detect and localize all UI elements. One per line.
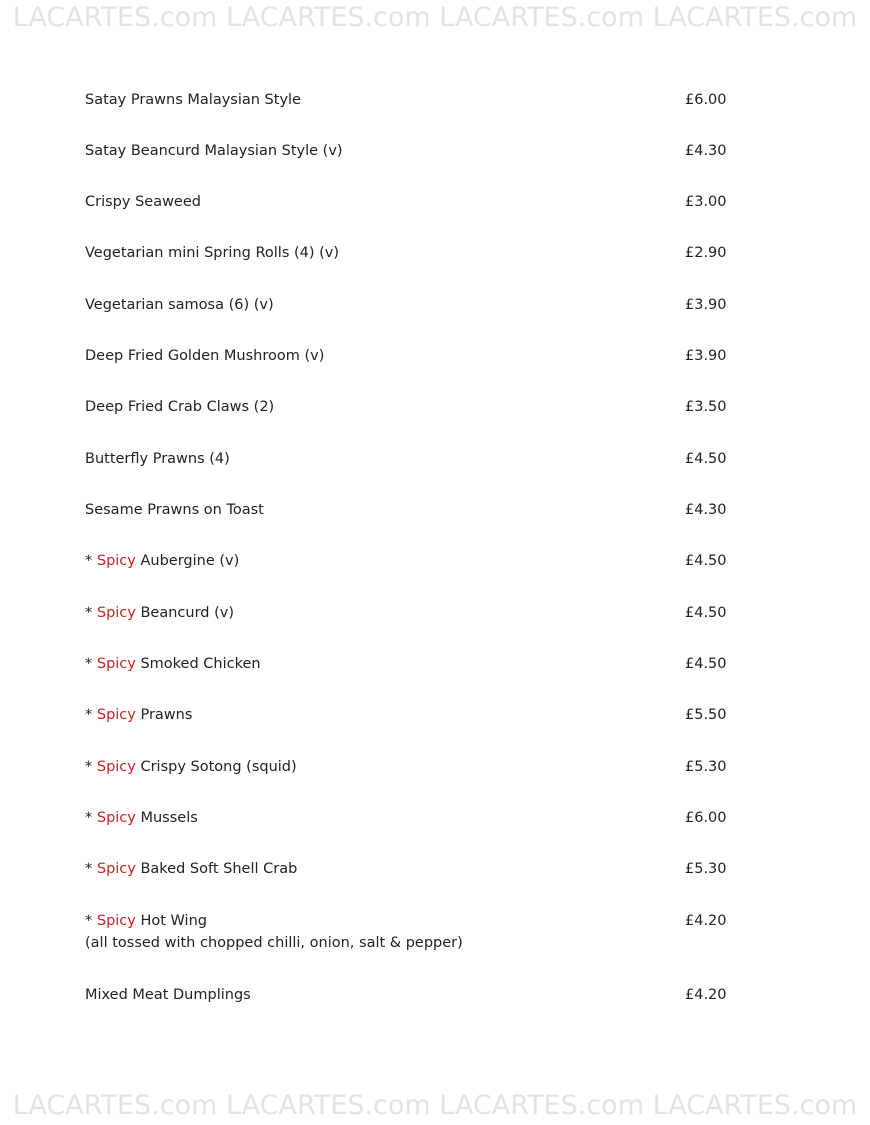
item-name-text: Mussels <box>135 810 198 826</box>
item-note: (all tossed with chopped chilli, onion, salt & pepper) <box>85 935 463 951</box>
item-name: Sesame Prawns on Toast <box>85 502 264 518</box>
item-prefix: * <box>85 913 97 929</box>
item-prefix: * <box>85 656 97 672</box>
item-price: £4.50 <box>685 605 727 621</box>
item-prefix: * <box>85 605 97 621</box>
item-price: £4.20 <box>685 913 727 929</box>
item-name: Satay Beancurd Malaysian Style (v) <box>85 143 343 159</box>
item-price: £4.30 <box>685 502 727 518</box>
item-prefix: * <box>85 861 97 877</box>
item-name: Deep Fried Crab Claws (2) <box>85 399 275 415</box>
item-name <box>85 807 198 829</box>
item-name: Butterfly Prawns (4) <box>85 451 230 467</box>
item-name-text: Hot Wing <box>135 913 207 929</box>
item-name <box>85 910 207 932</box>
item-name-text: Aubergine (v) <box>135 553 240 569</box>
item-price: £4.20 <box>685 987 727 1003</box>
item-price: £4.50 <box>685 656 727 672</box>
item-name-text: Prawns <box>135 707 193 723</box>
item-price: £3.00 <box>685 194 727 210</box>
item-name <box>85 704 192 726</box>
spicy-label: Spicy <box>96 810 136 826</box>
item-price: £5.30 <box>685 759 727 775</box>
item-name-text: Smoked Chicken <box>135 656 261 672</box>
watermark-bottom: LACARTES.com LACARTES.com LACARTES.com LACARTES.com <box>12 1090 858 1121</box>
spicy-label: Spicy <box>96 656 136 672</box>
item-price: £2.90 <box>685 245 727 261</box>
item-prefix: * <box>85 707 97 723</box>
item-name: Satay Prawns Malaysian Style <box>85 92 301 108</box>
item-price: £3.90 <box>685 348 727 364</box>
item-name: Vegetarian samosa (6) (v) <box>85 297 274 313</box>
item-name <box>85 653 261 675</box>
item-name <box>85 550 239 572</box>
item-name: Vegetarian mini Spring Rolls (4) (v) <box>85 245 340 261</box>
item-price: £3.50 <box>685 399 727 415</box>
spicy-label: Spicy <box>96 605 136 621</box>
watermark-top: LACARTES.com LACARTES.com LACARTES.com LACARTES.com <box>12 2 858 33</box>
item-name <box>85 756 297 778</box>
item-prefix: * <box>85 553 97 569</box>
item-name <box>85 858 297 880</box>
item-price: £4.50 <box>685 553 727 569</box>
item-name-text: Crispy Sotong (squid) <box>135 759 297 775</box>
spicy-label: Spicy <box>96 707 136 723</box>
item-price: £6.00 <box>685 92 727 108</box>
spicy-label: Spicy <box>96 913 136 929</box>
item-price: £5.30 <box>685 861 727 877</box>
item-prefix: * <box>85 810 97 826</box>
item-name <box>85 602 234 624</box>
item-name-text: Beancurd (v) <box>135 605 234 621</box>
item-price: £6.00 <box>685 810 727 826</box>
item-price: £5.50 <box>685 707 727 723</box>
spicy-label: Spicy <box>96 553 136 569</box>
item-price: £4.50 <box>685 451 727 467</box>
spicy-label: Spicy <box>96 861 136 877</box>
item-prefix: * <box>85 759 97 775</box>
item-price: £4.30 <box>685 143 727 159</box>
spicy-label: Spicy <box>96 759 136 775</box>
item-name: Mixed Meat Dumplings <box>85 987 251 1003</box>
item-name: Deep Fried Golden Mushroom (v) <box>85 348 325 364</box>
item-name: Crispy Seaweed <box>85 194 201 210</box>
item-price: £3.90 <box>685 297 727 313</box>
item-name-text: Baked Soft Shell Crab <box>135 861 298 877</box>
